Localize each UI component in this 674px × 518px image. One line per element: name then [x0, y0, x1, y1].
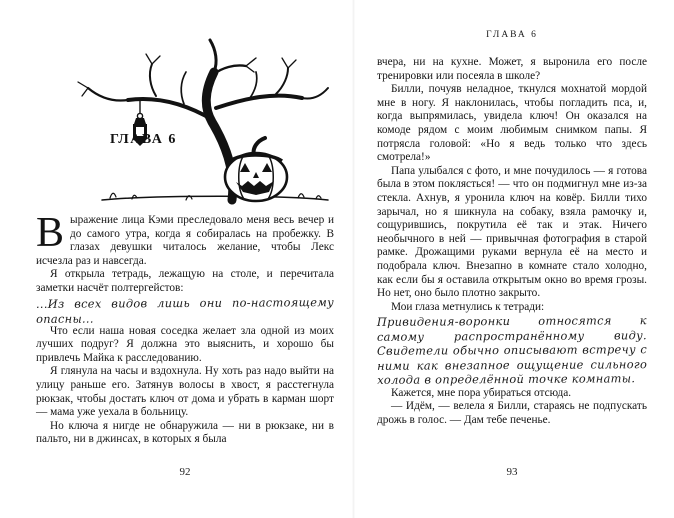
notebook-note: ...Из всех видов лишь они по-настоящему опасны...	[35, 294, 334, 325]
chapter-illustration	[36, 28, 334, 210]
ground-strokes	[102, 193, 328, 200]
paragraph: Папа улыбался с фото, и мне почудилось — я готова была в этом поклясться! — что он подмигнул мне из-за стекла. Ахнув, я уронила ключ на ковёр. Билли тихо зарычал, но я шикнула на собаку, взяла рамочку и, сощурившись, покрутила её так и этак. Ничего необычного в ней — привычная фотография в старой рамке. Дрожащими руками вернула её на место и подобрала ключ. Внезапно в комнате стало холодно, как если бы я оставила открытым окно во время грозы. Но нет, оно было плотно закрыто.	[377, 164, 647, 300]
left-page-number: 92	[179, 466, 191, 478]
paragraph: Что если наша новая соседка желает зла одной из моих лучших подруг? Я должна это выяснить, и хорошо бы привлечь Майка к расследованию.	[36, 324, 334, 364]
paragraph: Но ключа я нигде не обнаружила — ни в рюкзаке, ни в пальто, ни в джинсах, в которых я была	[36, 419, 334, 446]
right-page	[377, 24, 647, 428]
paragraph: — Идём, — велела я Билли, стараясь не подпускать дрожь в голос. — Дам тебе печенье.	[377, 400, 647, 426]
chapter-heading: ГЛАВА 6	[110, 132, 177, 147]
notebook-note: Привидения-воронки относятся к самому распространённому виду. Свидетели обычно описывают встречу с ними как внезапное ощущение сильного холода в определённой точке комнаты.	[376, 313, 648, 388]
paragraph-text: ыражение лица Кэми преследовало меня весь вечер и до самого утра, когда я собиралась на пробежку. В глазах девушки читалось желание, чтобы Лекс исчезла раз и навсегда.	[36, 214, 334, 267]
right-page-number: 93	[506, 466, 518, 478]
tree-icon	[78, 40, 328, 200]
paragraph: Мои глаза метнулись к тетради:	[391, 300, 545, 313]
pumpkin-icon	[225, 138, 287, 201]
paragraph: вчера, ни на кухне. Может, я выронила его после тренировки или посеяла в школе?	[377, 56, 647, 82]
right-page-text	[377, 56, 647, 428]
page-gutter	[352, 0, 355, 518]
drop-cap: В	[36, 210, 65, 256]
paragraph	[36, 210, 334, 268]
paragraph: Билли, почуяв неладное, ткнулся мохнатой мордой мне в ногу. Я наклонилась, чтобы погладить пса, и, когда выпрямилась, увидела ключ! Он оказался на комоде рядом с моим любимым снимком папы. Я потрясла головой: «Но я ведь только что здесь смотрела!»	[377, 83, 647, 164]
paragraph: Я глянула на часы и вздохнула. Ну хоть раз надо выйти на улицу раньше его. Затянув волосы в хвост, я расстегнула рюкзак, чтобы достать ключ от дома и убрать в карман шорт — мама уже уехала в больницу.	[36, 365, 334, 419]
tree-illustration-svg	[36, 28, 334, 210]
paragraph: Я открыла тетрадь, лежащую на столе, и перечитала заметки насчёт полтергейстов:	[36, 268, 334, 294]
left-page	[36, 24, 334, 447]
running-head: ГЛАВА 6	[486, 30, 538, 40]
paragraph: Кажется, мне пора убираться отсюда.	[391, 386, 572, 399]
left-page-text	[35, 210, 334, 447]
